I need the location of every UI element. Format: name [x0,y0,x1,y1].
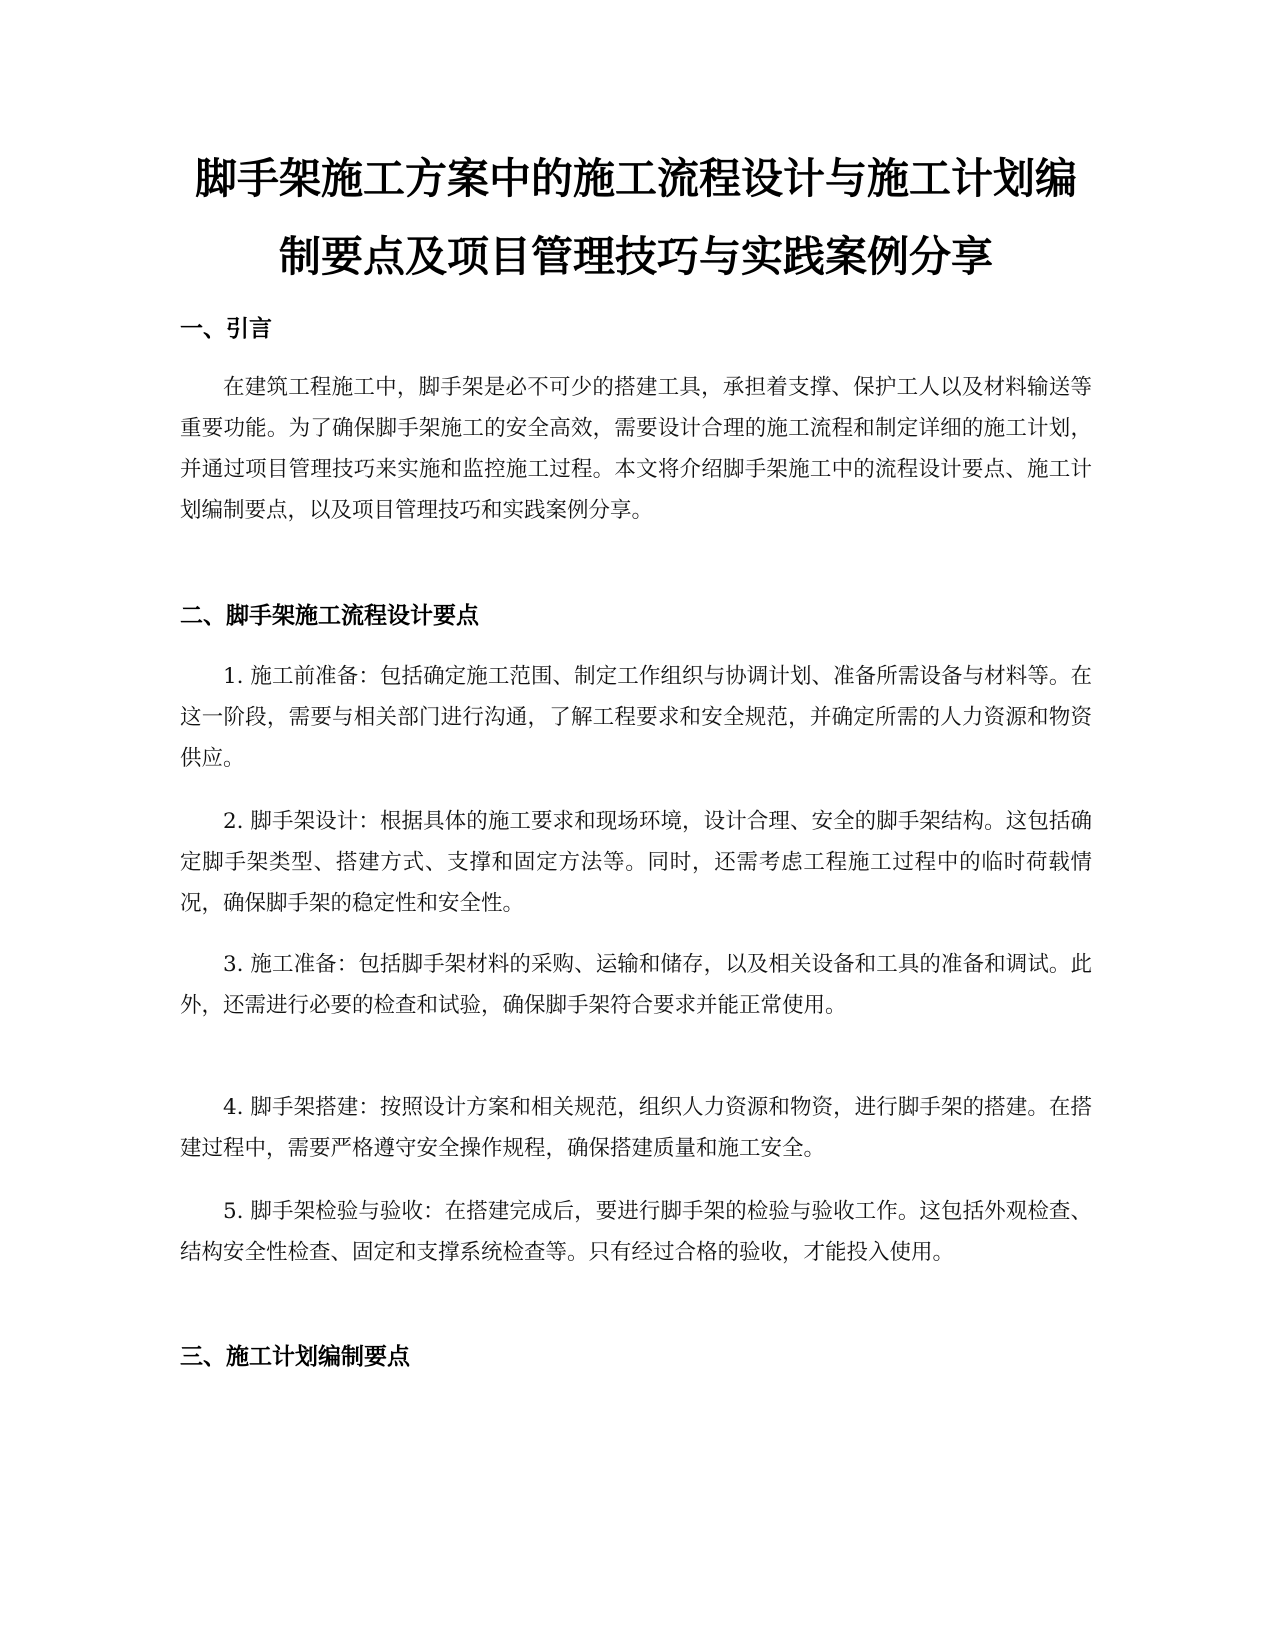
section-heading-plan-preparation: 三、施工计划编制要点 [180,1344,410,1370]
document-page [180,0,1092,1650]
paragraph-step-5: 5. 脚手架检验与验收：在搭建完成后，要进行脚手架的检验与验收工作。这包括外观检查、结构安全性检查、固定和支撑系统检查等。只有经过合格的验收，才能投入使用。 [180,1199,1092,1265]
paragraph-step-2: 2. 脚手架设计：根据具体的施工要求和现场环境，设计合理、安全的脚手架结构。这包括确定脚手架类型、搭建方式、支撑和固定方法等。同时，还需考虑工程施工过程中的临时荷载情况，确保脚手架的稳定性和安全性。 [180,809,1092,916]
paragraph-step-3: 3. 施工准备：包括脚手架材料的采购、运输和储存，以及相关设备和工具的准备和调试。此外，还需进行必要的检查和试验，确保脚手架符合要求并能正常使用。 [180,952,1092,1018]
document-title: 脚手架施工方案中的施工流程设计与施工计划编制要点及项目管理技巧与实践案例分享 [194,154,1077,281]
paragraph-step-4: 4. 脚手架搭建：按照设计方案和相关规范，组织人力资源和物资，进行脚手架的搭建。在搭建过程中，需要严格遵守安全操作规程，确保搭建质量和施工安全。 [180,1095,1092,1161]
section-heading-process-design: 二、脚手架施工流程设计要点 [180,603,479,629]
paragraph-introduction: 在建筑工程施工中，脚手架是必不可少的搭建工具，承担着支撑、保护工人以及材料输送等重要功能。为了确保脚手架施工的安全高效，需要设计合理的施工流程和制定详细的施工计划，并通过项目管理技巧来实施和监控施工过程。本文将介绍脚手架施工中的流程设计要点、施工计划编制要点，以及项目管理技巧和实践案例分享。 [180,375,1092,523]
section-heading-introduction: 一、引言 [180,316,272,342]
paragraph-step-1: 1. 施工前准备：包括确定施工范围、制定工作组织与协调计划、准备所需设备与材料等。在这一阶段，需要与相关部门进行沟通，了解工程要求和安全规范，并确定所需的人力资源和物资供应。 [180,664,1092,771]
